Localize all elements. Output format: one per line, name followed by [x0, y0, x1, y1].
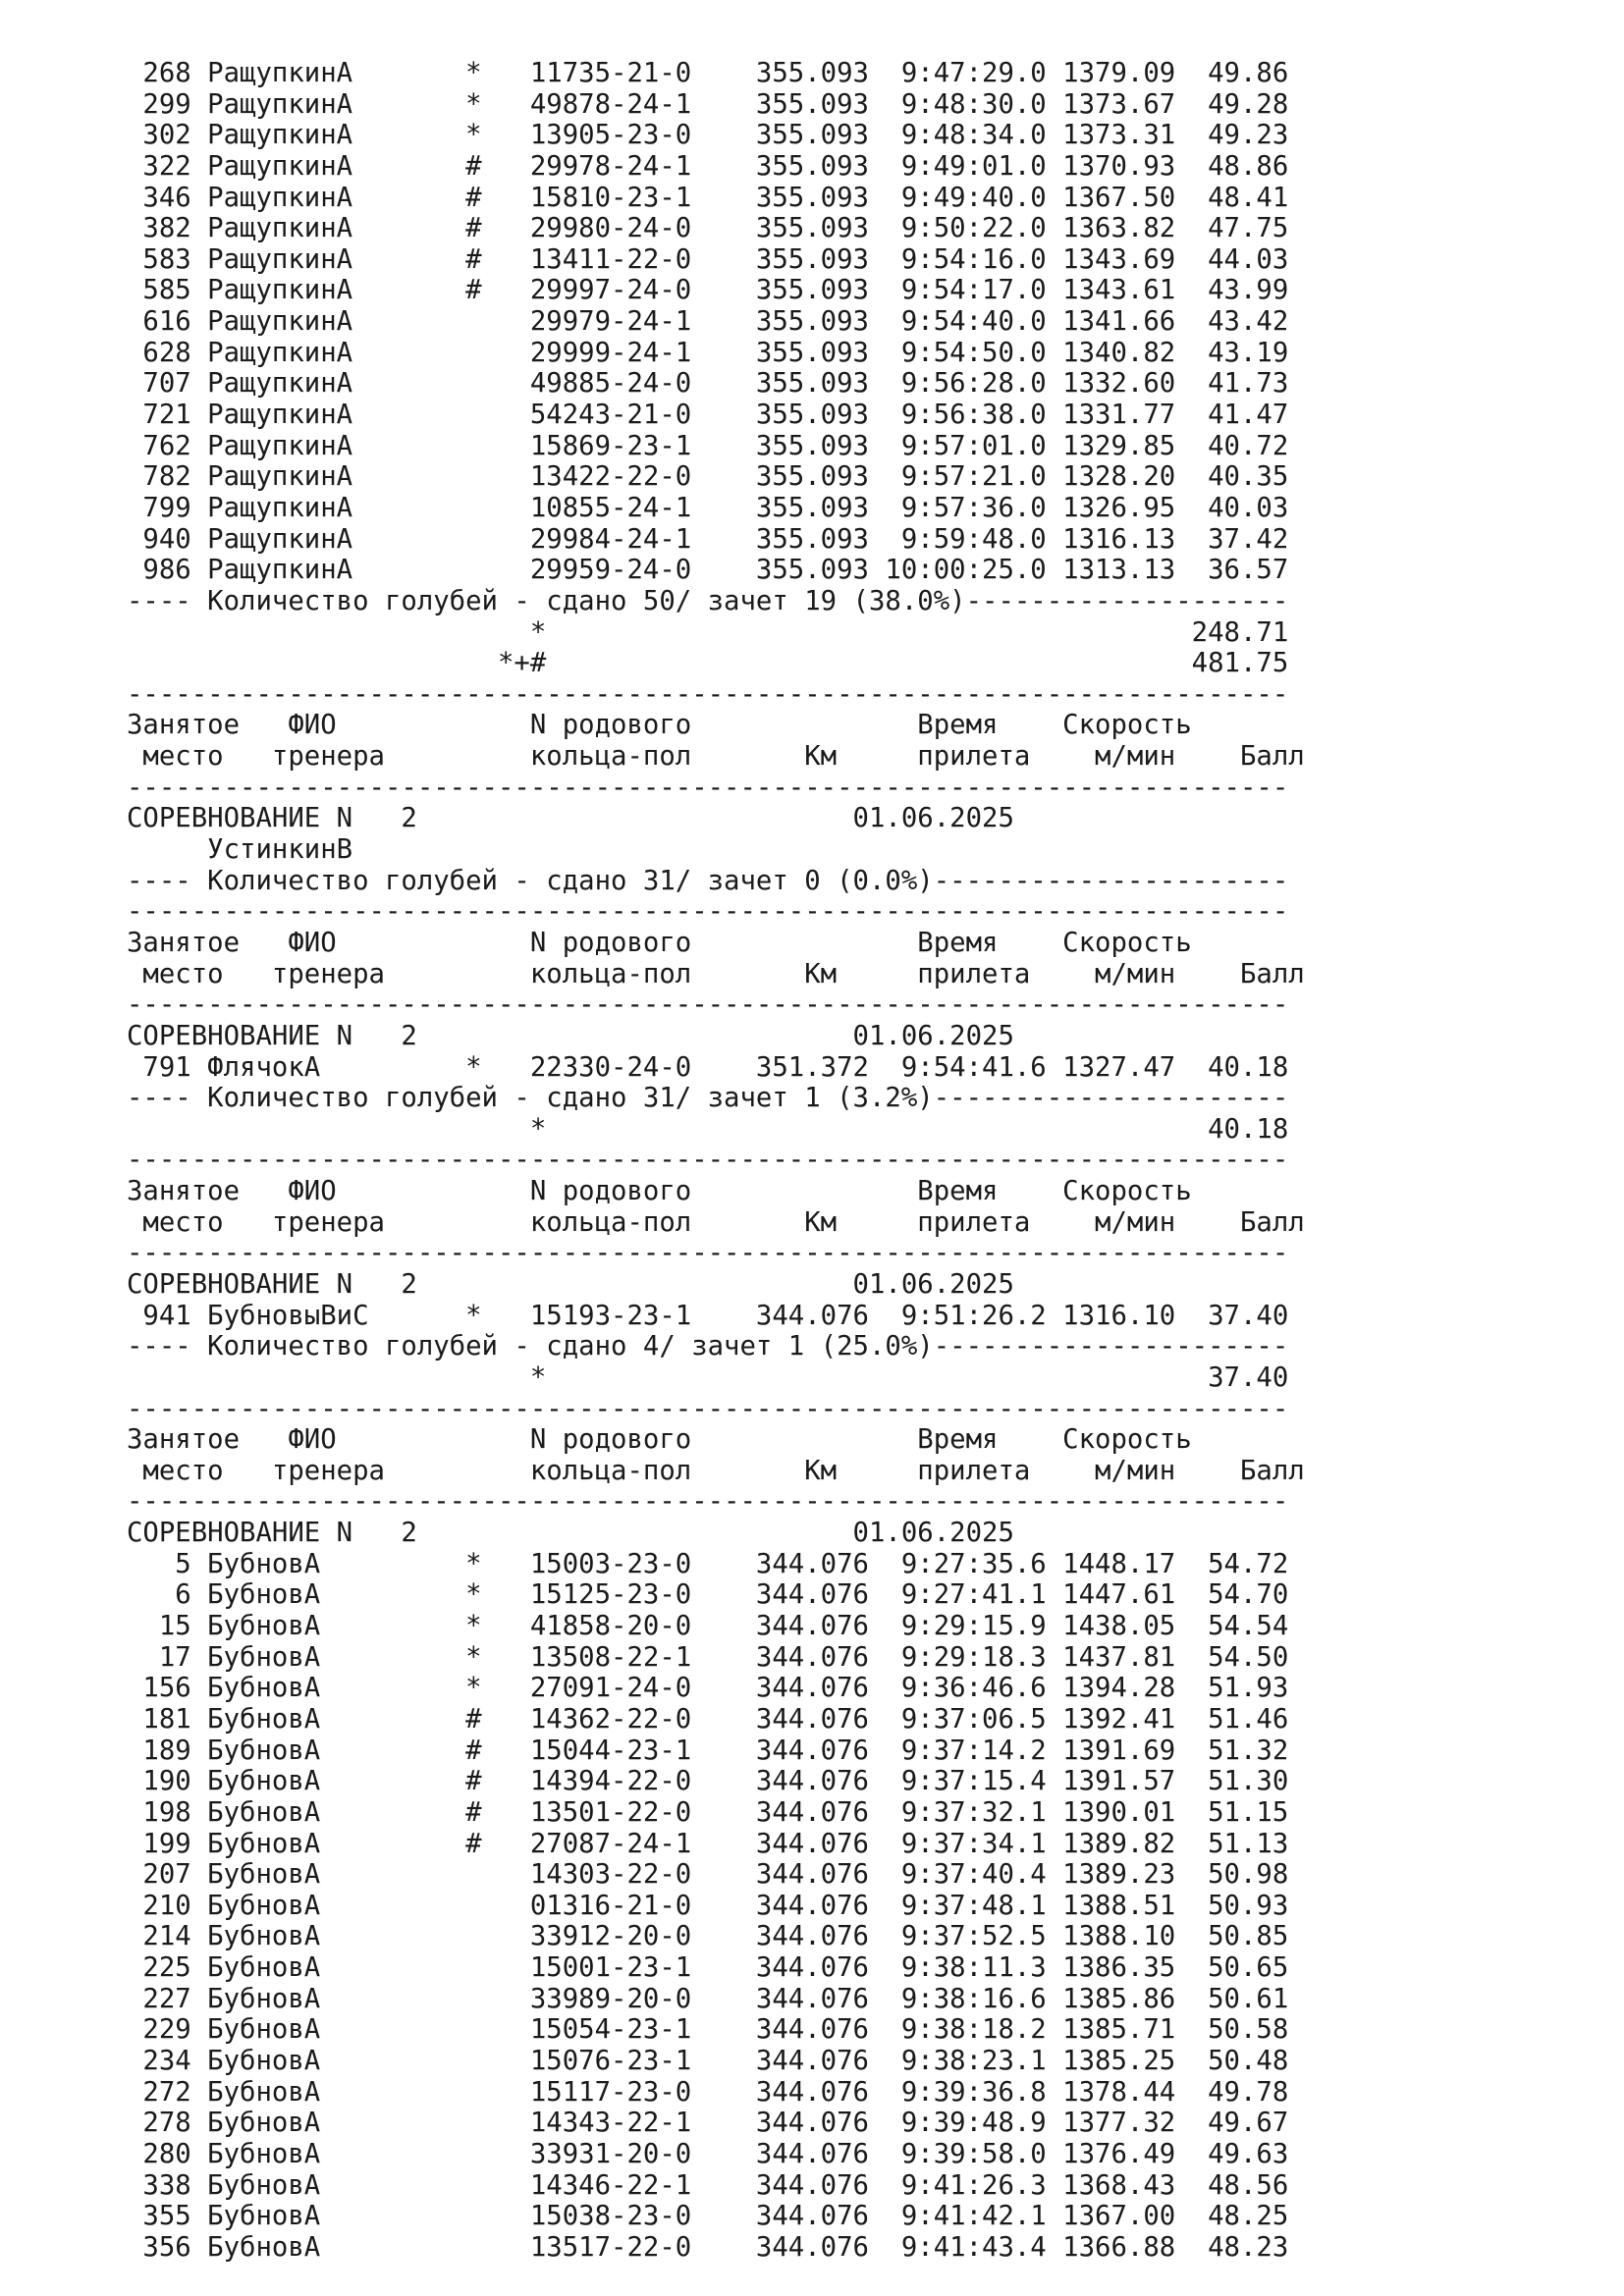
competition-header: СОРЕВНОВАНИЕ N 2 01.06.2025	[127, 1518, 1014, 1549]
result-row: 762 РащупкинА 15869-23-1 355.093 9:57:01.0 1329.85 40.72	[127, 430, 1289, 461]
result-row: 190 БубновА # 14394-22-0 344.076 9:37:15.4 1391.57 51.30	[127, 1766, 1289, 1797]
result-row: 268 РащупкинА * 11735-21-0 355.093 9:47:29.0 1379.09 49.86	[127, 58, 1289, 88]
result-row: 198 БубновА # 13501-22-0 344.076 9:37:32.1 1390.01 51.15	[127, 1796, 1289, 1828]
competition-header: СОРЕВНОВАНИЕ N 2 01.06.2025	[127, 1020, 1014, 1051]
result-row: 225 БубновА 15001-23-1 344.076 9:38:11.3 1386.35 50.65	[127, 1952, 1289, 1984]
result-row: 791 ФлячокА * 22330-24-0 351.372 9:54:41.6 1327.47 40.18	[127, 1051, 1289, 1083]
column-header-row: место тренера кольца-пол Км прилета м/мин Балл	[127, 741, 1305, 773]
result-row: 302 РащупкинА * 13905-23-0 355.093 9:48:34.0 1373.31 49.23	[127, 120, 1289, 151]
result-row: 207 БубновА 14303-22-0 344.076 9:37:40.4 1389.23 50.98	[127, 1859, 1289, 1891]
separator-line: ------------------------------------------------------------------------	[127, 1238, 1289, 1269]
result-row: 5 БубновА * 15003-23-0 344.076 9:27:35.6 1448.17 54.72	[127, 1548, 1289, 1579]
column-header-row: место тренера кольца-пол Км прилета м/мин Балл	[127, 1455, 1305, 1486]
separator-line: ------------------------------------------------------------------------	[127, 1393, 1289, 1424]
separator-line: ------------------------------------------------------------------------	[127, 678, 1289, 710]
result-row: 616 РащупкинА 29979-24-1 355.093 9:54:40.0 1341.66 43.42	[127, 306, 1289, 338]
result-row: 227 БубновА 33989-20-0 344.076 9:38:16.6 1385.86 50.61	[127, 1983, 1289, 2014]
result-row: 355 БубновА 15038-23-0 344.076 9:41:42.1 1367.00 48.25	[127, 2201, 1289, 2232]
result-row: 346 РащупкинА # 15810-23-1 355.093 9:49:40.0 1367.50 48.41	[127, 182, 1289, 213]
result-row: 229 БубновА 15054-23-1 344.076 9:38:18.2 1385.71 50.58	[127, 2014, 1289, 2046]
pigeon-count-summary: ---- Количество голубей - сдано 31/ зачет 1 (3.2%)----------------------	[127, 1083, 1289, 1114]
result-row: 382 РащупкинА # 29980-24-0 355.093 9:50:22.0 1363.82 47.75	[127, 213, 1289, 244]
result-row: 278 БубновА 14343-22-1 344.076 9:39:48.9 1377.32 49.67	[127, 2108, 1289, 2139]
separator-line: ------------------------------------------------------------------------	[127, 989, 1289, 1021]
separator-line: ------------------------------------------------------------------------	[127, 896, 1289, 928]
total-score-row: *+# 481.75	[127, 648, 1289, 679]
separator-line: ------------------------------------------------------------------------	[127, 772, 1289, 803]
result-row: 628 РащупкинА 29999-24-1 355.093 9:54:50.0 1340.82 43.19	[127, 337, 1289, 368]
result-row: 181 БубновА # 14362-22-0 344.076 9:37:06.5 1392.41 51.46	[127, 1703, 1289, 1735]
column-header-row: Занятое ФИО N родового Время Скорость	[127, 1424, 1192, 1456]
result-row: 214 БубновА 33912-20-0 344.076 9:37:52.5 1388.10 50.85	[127, 1921, 1289, 1952]
result-row: 6 БубновА * 15125-23-0 344.076 9:27:41.1 1447.61 54.70	[127, 1579, 1289, 1611]
competition-header: СОРЕВНОВАНИЕ N 2 01.06.2025	[127, 1268, 1014, 1300]
column-header-row: Занятое ФИО N родового Время Скорость	[127, 710, 1192, 741]
pigeon-count-summary: ---- Количество голубей - сдано 50/ зачет 19 (38.0%)--------------------	[127, 585, 1289, 616]
result-row: 721 РащупкинА 54243-21-0 355.093 9:56:38.0 1331.77 41.47	[127, 400, 1289, 431]
result-row: 356 БубновА 13517-22-0 344.076 9:41:43.4 1366.88 48.23	[127, 2231, 1289, 2263]
result-row: 210 БубновА 01316-21-0 344.076 9:37:48.1 1388.51 50.93	[127, 1890, 1289, 1921]
column-header-row: место тренера кольца-пол Км прилета м/мин Балл	[127, 1206, 1305, 1238]
result-row: 189 БубновА # 15044-23-1 344.076 9:37:14.2 1391.69 51.32	[127, 1735, 1289, 1766]
result-row: 322 РащупкинА # 29978-24-1 355.093 9:49:01.0 1370.93 48.86	[127, 150, 1289, 182]
result-row: 583 РащупкинА # 13411-22-0 355.093 9:54:16.0 1343.69 44.03	[127, 243, 1289, 275]
result-row: 338 БубновА 14346-22-1 344.076 9:41:26.3 1368.43 48.56	[127, 2169, 1289, 2201]
result-row: 272 БубновА 15117-23-0 344.076 9:39:36.8 1378.44 49.78	[127, 2076, 1289, 2108]
result-row: 940 РащупкинА 29984-24-1 355.093 9:59:48.0 1316.13 37.42	[127, 523, 1289, 555]
result-row: 17 БубновА * 13508-22-1 344.076 9:29:18.3 1437.81 54.50	[127, 1641, 1289, 1673]
result-row: 799 РащупкинА 10855-24-1 355.093 9:57:36.0 1326.95 40.03	[127, 492, 1289, 523]
competition-header: СОРЕВНОВАНИЕ N 2 01.06.2025	[127, 803, 1014, 834]
pigeon-count-summary: ---- Количество голубей - сдано 31/ зачет 0 (0.0%)----------------------	[127, 865, 1289, 896]
result-row: 299 РащупкинА * 49878-24-1 355.093 9:48:30.0 1373.67 49.28	[127, 88, 1289, 120]
separator-line: ------------------------------------------------------------------------	[127, 1486, 1289, 1518]
result-row: 941 БубновыВиС * 15193-23-1 344.076 9:51:26.2 1316.10 37.40	[127, 1300, 1289, 1331]
separator-line: ------------------------------------------------------------------------	[127, 1145, 1289, 1176]
result-row: 280 БубновА 33931-20-0 344.076 9:39:58.0 1376.49 49.63	[127, 2138, 1289, 2169]
participant-name: УстинкинВ	[127, 834, 353, 866]
result-row: 585 РащупкинА # 29997-24-0 355.093 9:54:17.0 1343.61 43.99	[127, 275, 1289, 306]
result-row: 15 БубновА * 41858-20-0 344.076 9:29:15.9 1438.05 54.54	[127, 1611, 1289, 1642]
result-row: 782 РащупкинА 13422-22-0 355.093 9:57:21.0 1328.20 40.35	[127, 461, 1289, 493]
total-score-row: * 40.18	[127, 1113, 1289, 1145]
pigeon-count-summary: ---- Количество голубей - сдано 4/ зачет 1 (25.0%)----------------------	[127, 1331, 1289, 1362]
result-row: 234 БубновА 15076-23-1 344.076 9:38:23.1 1385.25 50.48	[127, 2046, 1289, 2076]
column-header-row: Занятое ФИО N родового Время Скорость	[127, 1176, 1192, 1207]
result-row: 156 БубновА * 27091-24-0 344.076 9:36:46.6 1394.28 51.93	[127, 1673, 1289, 1704]
column-header-row: Занятое ФИО N родового Время Скорость	[127, 927, 1192, 958]
total-score-row: * 37.40	[127, 1362, 1289, 1393]
result-row: 199 БубновА # 27087-24-1 344.076 9:37:34.1 1389.82 51.13	[127, 1828, 1289, 1859]
result-row: 986 РащупкинА 29959-24-0 355.093 10:00:25.0 1313.13 36.57	[127, 555, 1289, 586]
result-row: 707 РащупкинА 49885-24-0 355.093 9:56:28.0 1332.60 41.73	[127, 368, 1289, 400]
race-results-report	[127, 58, 1305, 2263]
total-score-row: * 248.71	[127, 616, 1289, 648]
column-header-row: место тренера кольца-пол Км прилета м/мин Балл	[127, 958, 1305, 989]
